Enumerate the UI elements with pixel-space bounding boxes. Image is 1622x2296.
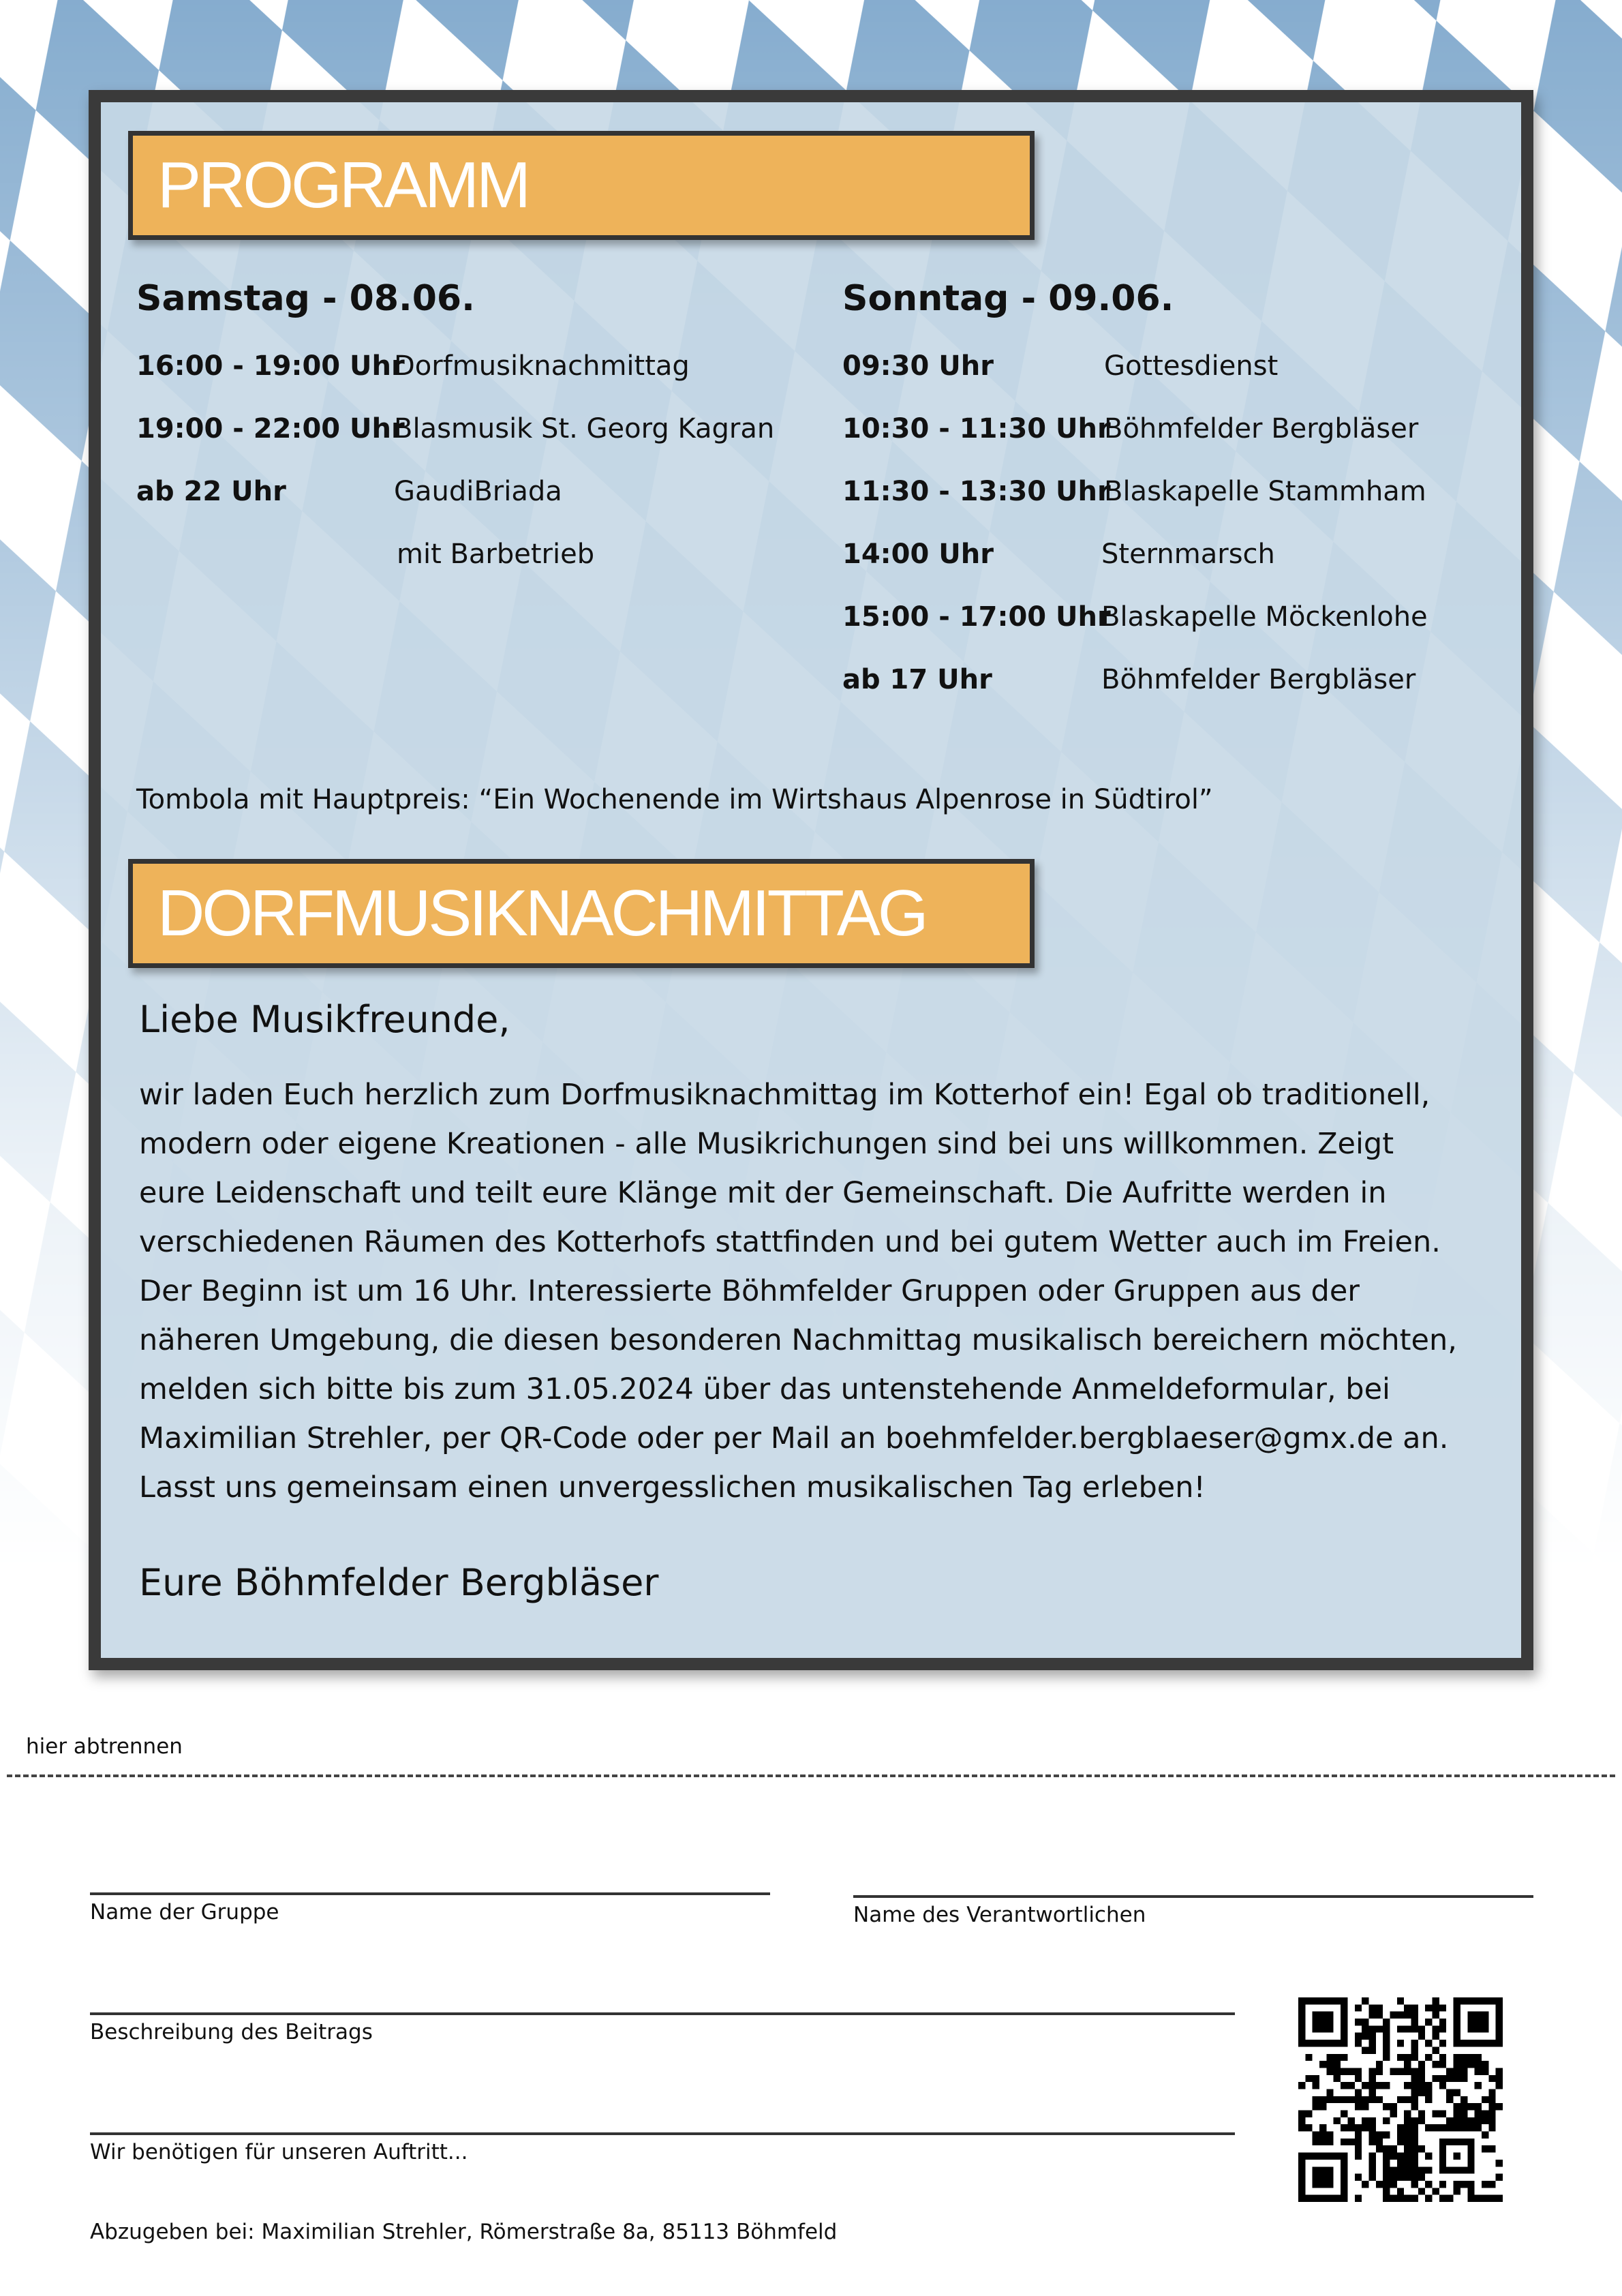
sunday-slot-time: 09:30 Uhr: [842, 350, 994, 382]
saturday-slot-time: 19:00 - 22:00 Uhr: [136, 413, 405, 444]
dorfmusik-banner: [128, 859, 1035, 968]
sunday-slot-time: ab 17 Uhr: [842, 664, 992, 695]
sunday-slot-event: Böhmfelder Bergbläser: [1104, 413, 1419, 444]
sunday-slot-time: 10:30 - 11:30 Uhr: [842, 413, 1111, 444]
responsible-name-label: Name des Verantwortlichen: [853, 1903, 1146, 1927]
submit-address: Abzugeben bei: Maximilian Strehler, Römerstraße 8a, 85113 Böhmfeld: [90, 2220, 838, 2244]
sunday-slot-event: Blaskapelle Stammham: [1104, 476, 1426, 507]
saturday-slot-time: 16:00 - 19:00 Uhr: [136, 350, 405, 382]
program-panel: [89, 90, 1533, 1670]
program-title: PROGRAMM: [157, 149, 528, 222]
sunday-slot-event: Böhmfelder Bergbläser: [1101, 664, 1416, 695]
sunday-heading: Sonntag - 09.06.: [842, 278, 1174, 319]
saturday-slot-event: Blasmusik St. Georg Kagran: [394, 413, 775, 444]
cut-label: hier abtrennen: [26, 1734, 183, 1759]
sunday-slot-time: 11:30 - 13:30 Uhr: [842, 476, 1111, 507]
description-line[interactable]: [90, 2012, 1235, 2015]
saturday-slot-event: Dorfmusiknachmittag: [394, 350, 690, 382]
cut-line: [7, 1774, 1615, 1777]
letter-body: wir laden Euch herzlich zum Dorfmusiknachmittag im Kotterhof ein! Egal ob traditionell, modern oder eigene Kreationen - alle Musikrichungen sind bei uns willkommen. Zeigt eure Leidenschaft und teilt eure Klänge mit der Gemeinschaft. Die Aufritte werden in verschiedenen Räumen des Kotterhofs stattfinden und bei gutem Wetter auch im Freien. Der Beginn ist um 16 Uhr. Interessierte Böhmfelder Gruppen oder Gruppen aus der näheren Umgebung, die diesen besonderen Nachmittag musikalisch bereichern möchten, melden sich bitte bis zum 31.05.2024 über das untenstehende Anmeldeformular, bei Maximilian Strehler, per QR-Code oder per Mail an boehmfelder.bergblaeser@gmx.de an. Lasst uns gemeinsam einen unvergesslichen musikalischen Tag erleben!: [139, 1078, 1457, 1505]
needs-line[interactable]: [90, 2132, 1235, 2135]
tombola-note: Tombola mit Hauptpreis: “Ein Wochenende im Wirtshaus Alpenrose in Südtirol”: [136, 784, 1213, 815]
letter-greeting: Liebe Musikfreunde,: [139, 998, 510, 1041]
group-name-line[interactable]: [90, 1892, 770, 1895]
qr-code-icon[interactable]: [1298, 1997, 1503, 2202]
description-label: Beschreibung des Beitrags: [90, 2020, 373, 2044]
program-banner: [128, 131, 1035, 240]
needs-label: Wir benötigen für unseren Auftritt...: [90, 2140, 468, 2164]
sunday-slot-event: Gottesdienst: [1104, 350, 1279, 382]
saturday-slot-event: mit Barbetrieb: [397, 539, 595, 570]
sunday-slot-event: Blaskapelle Möckenlohe: [1101, 601, 1428, 633]
sunday-slot-time: 14:00 Uhr: [842, 539, 994, 570]
letter-signature: Eure Böhmfelder Bergbläser: [139, 1561, 659, 1604]
saturday-heading: Samstag - 08.06.: [136, 278, 475, 319]
dorfmusik-title: DORFMUSIKNACHMITTAG: [157, 877, 926, 950]
group-name-label: Name der Gruppe: [90, 1900, 279, 1924]
sunday-slot-time: 15:00 - 17:00 Uhr: [842, 601, 1111, 633]
saturday-slot-time: ab 22 Uhr: [136, 476, 286, 507]
saturday-slot-event: GaudiBriada: [394, 476, 562, 507]
sunday-slot-event: Sternmarsch: [1101, 539, 1275, 570]
responsible-name-line[interactable]: [853, 1895, 1533, 1898]
